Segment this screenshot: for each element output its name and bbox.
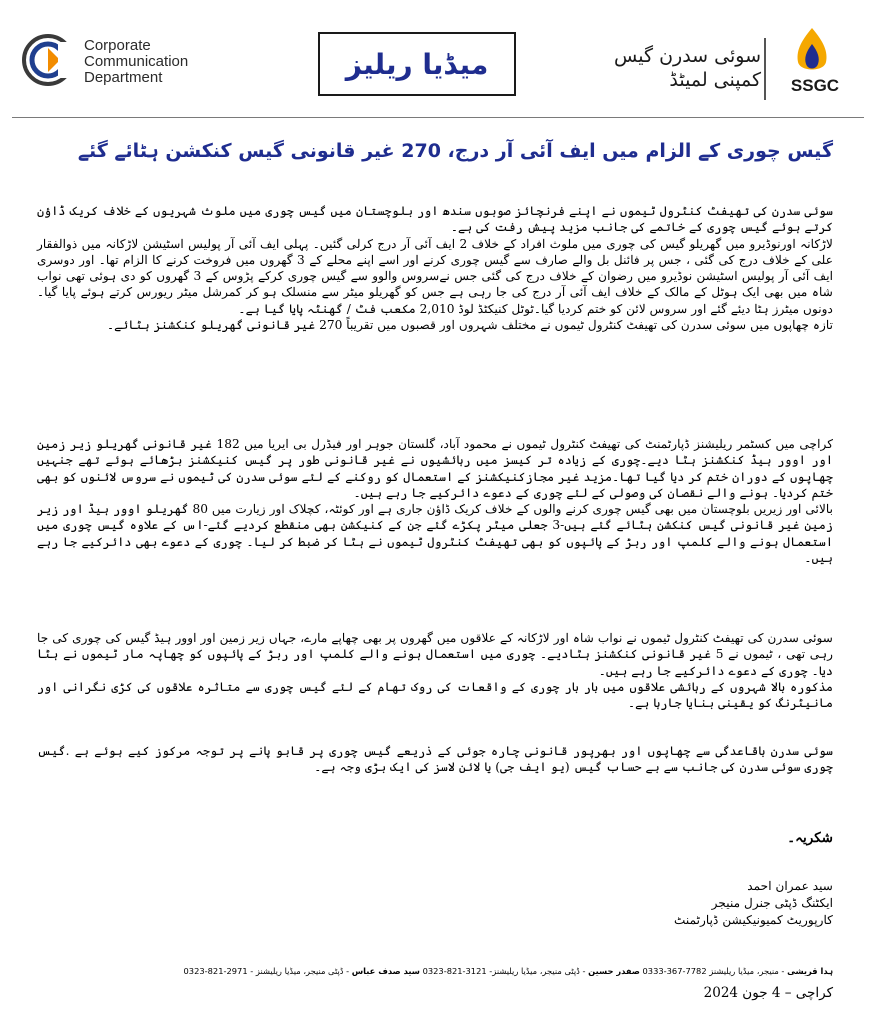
paragraph-block-4 [37,743,833,776]
paragraph: سوئی سدرن کی تھیفٹ کنٹرول ٹیموں نے نواب شاہ اور لاڑکانہ کے علاقوں میں گھروں پر بھی چھاپے مارے، جہاں زیر زمین اور اوور ہیڈ گیس کی چوری کی جا رہی تھی ، ٹیموں نے 5 غیر قانونی کنکشنز ہٹادیے۔ چوری میں استعمال ہونے والے کلمپ اور ربڑ کے پائپوں کو چھاپہ مار ٹیموں نے ہٹا دیا۔ چوری کے دعوے دائرکیے جا رہے ہیں۔ [37,631,833,678]
media-release-label: میڈیا ریلیز [345,47,489,81]
signature-block [674,878,833,929]
signatory-department: کارپوریٹ کمیونیکیشن ڈپارٹمنٹ [673,913,833,927]
paragraph: سوئی سدرن باقاعدگی سے چھاپوں اور بھرپور قانونی چارہ جوئی کے ذریعے گیس چوری پر قابو پانے پر توجہ مرکوز کیے ہوئے ہے .گیس چوری سوئی سدرن کی جانب سے بے حساب گیس (یو ایف جی) یا لائن لاسز کی ایک بڑی وجہ ہے۔ [37,744,833,775]
paragraph-block-3 [37,630,833,711]
ssgc-wordmark: SSGC [790,76,840,95]
paragraph: سوئی سدرن کی تھیفٹ کنٹرول ٹیموں نے اپنے فرنچائز صوبوں سندھ اور بلوچستان میں گیس چوری میں ملوث شہریوں کے خلاف کریک ڈاؤن کرتے ہوئے گیس چوری کے خاتمے کی جانب مزید پیش رفت کی ہے۔ [37,204,833,235]
contact-name: صفدر حسین [588,966,640,976]
paragraph: بالائی اور زیریں بلوچستان میں بھی گیس چوری کرنے والوں کے خلاف کریک ڈاؤن جاری ہے اور کوئٹہ، کچلاک اور زیارت میں 80 گھریلو اوور ہیڈ اور زیر زمین غیر قانونی گیس کنکشن ہٹائے گئے ہیں-3 جعلی میٹر پکڑے گئے جن کے کنیکشن بھی منقطع کردیے گئے-اس کے علاوہ گیس چوری میں استعمال ہونے والے کلمپ اور ربڑ کے پائپوں کو بھی تھیفٹ کنٹرول ٹیموں نے ہٹا کر ضبط کر لیا۔ چوری کے دعوے بھی دائرکیے جا رہے ہیں۔ [37,502,833,566]
signatory-name: سید عمران احمد [747,879,833,893]
contact-detail: - منیجر، میڈیا ریلیشنز 7782-367-0333 [639,966,788,976]
header-divider [12,117,864,118]
headline: گیس چوری کے الزام میں ایف آئی آر درج، 270 غیر قانونی گیس کنکشن ہٹائے گئے [77,140,833,162]
contact-detail: - ڈپٹی منیجر، میڈیا ریلیشنز- 3121-821-0323 [419,966,589,976]
signatory-title: ایکٹنگ ڈپٹی جنرل منیجر [711,896,833,910]
media-release-badge [318,32,516,96]
ccd-line: Communication [84,53,189,70]
paragraph: کراچی میں کسٹمر ریلیشنز ڈپارٹمنٹ کی تھیفٹ کنٹرول ٹیموں نے محمود آباد، گلستان جوہر اور فیڈرل بی ایریا میں 182 غیر قانونی گھریلو زیر زمین اور اوور ہیڈ کنکشنز ہٹا دیے۔چوری کے زیادہ تر کیسز میں رہائشیوں نے غیر قانونی طور پر گیس کنیکشنز بڑھائے ہوئے تھے جنہیں چھاپوں کے دوران ختم کر دیا گیا تھا۔مزید غیر مجازکنیکشنز کے استعمال کو روکنے کے لئے سوئی سدرن کی ٹیموں نے سروس لائنوں کو بھی ختم کردیا۔ ہونے والے نقصان کی وصولی کے لئے چوری کے دعوے دائرکیے جا رہے ہیں۔ [37,437,833,500]
paragraph-block-2 [37,436,833,566]
ccd-line: Department [84,69,163,86]
ccd-department-name [84,38,188,86]
ssgc-flame-icon [790,26,834,76]
paragraph: تازہ چھاپوں میں سوئی سدرن کی تھیفٹ کنٹرول ٹیموں نے مختلف شہروں اور قصبوں میں تقریباً 270 غیر قانونی گھریلو کنکشنز ہٹائے۔ [106,318,833,333]
contact-name: ہدا قریشی [787,966,833,976]
paragraph: مذکورہ بالا شہروں کے رہائشی علاقوں میں بار بار چوری کے واقعات کی روک تھام کے لئے گیس چوری سے متاثرہ علاقوں کی کڑی نگرانی اور مانیٹرنگ کو یقینی بنایا جارہا ہے۔ [37,679,833,711]
paragraph: لاڑکانہ اورنوڈیرو میں گھریلو گیس کی چوری میں ملوث افراد کے خلاف 2 ایف آئی آر درج کرلی گئیں۔ پہلی ایف آئی آر پولیس اسٹیشن لاڑکانہ میں ذوالفقار علی کے خلاف درج کی گئی ، جس پر فائنل بل والے صارف سے گیس چوری کرنے اور اسے اپنے محلے کے 3 گھروں میں فروخت کرنے کا الزام تھا۔ اور دوسری ایف آئی آر پولیس اسٹیشن نوڈیرو میں رضوان کے خلاف درج کی گئی جس نےسروس والوو سے گیس چوری کرکے پڑوس کے 3 گھروں کو دی ہوئی تھی نواب شاہ میں بھی ایک ہوٹل کے مالک کے خلاف ایف آئی آر درج کی جا رہی ہے جس کو گھریلو میٹر سے منسلک ہو کر کمرشل میٹر ریورس کرتے ہوئے پایا گیا۔دونوں میٹرز ہٹا دیئے گئے اور سروس لائن کو ختم کردیا گیا۔ٹوٹل کنیکٹڈ لوڈ 2,010 مکعب فٹ / گھنٹہ پایا گیا ہے۔ [37,236,833,316]
contact-detail: - ڈپٹی منیجر، میڈیا ریلیشنز - 2971-821-0323 [183,966,352,976]
ssgc-urdu-name [614,44,761,92]
ssgc-urdu-line: سوئی سدرن گیس [614,45,761,67]
thanks-text: شکریہ۔ [787,830,833,846]
logo-divider [764,38,766,100]
ssgc-urdu-line: کمپنی لمیٹڈ [669,69,761,91]
contact-name: سید صدف عباس [351,966,420,976]
paragraph-block-1 [37,203,833,333]
dateline: کراچی – 4 جون 2024 [703,985,833,1001]
ccd-logo-icon [22,34,74,86]
ccd-line: Corporate [84,37,151,54]
media-contacts [13,966,833,976]
